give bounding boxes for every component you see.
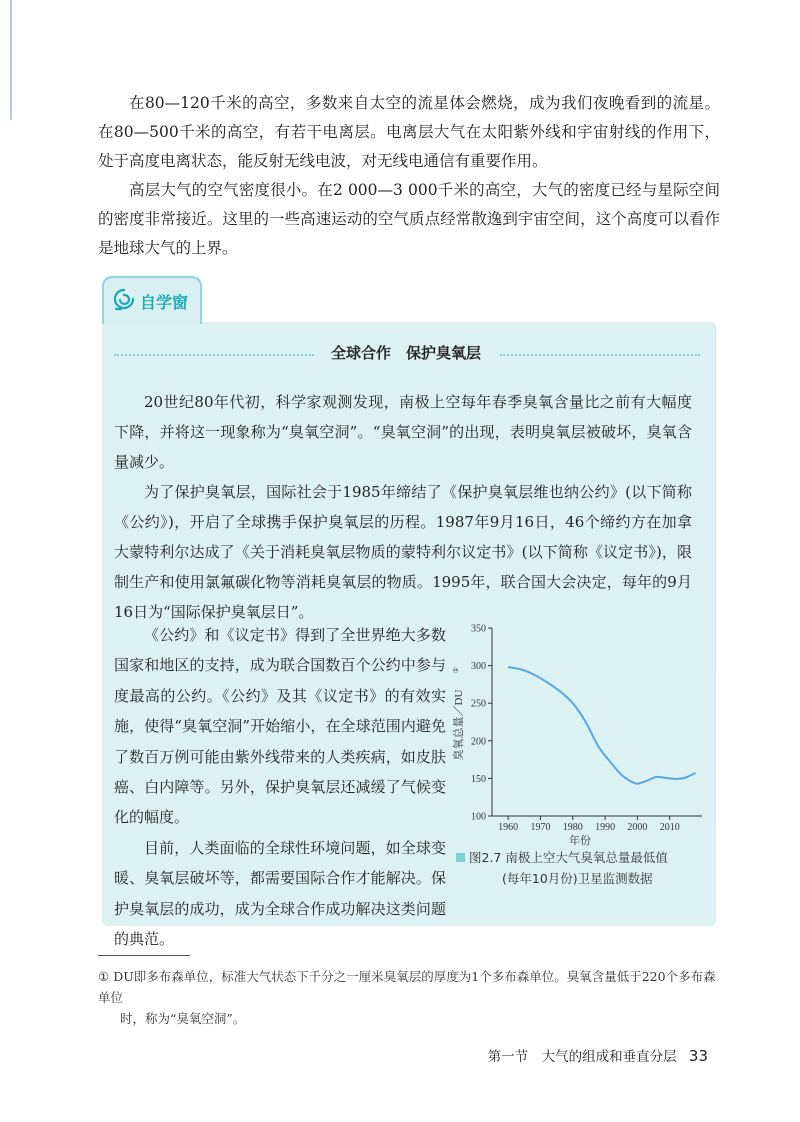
box-side-text [114, 620, 446, 954]
x-tick-label: 1990 [595, 822, 616, 833]
self-study-icon [112, 287, 136, 313]
x-tick-label: 2010 [659, 822, 680, 833]
y-axis-label-group [451, 667, 465, 761]
x-tick-label: 1970 [530, 822, 551, 833]
chart-ticks [471, 624, 680, 834]
figure-caption [456, 847, 706, 889]
box-text [114, 387, 692, 627]
y-tick-label: 200 [471, 736, 486, 748]
paragraph: 在80—120千米的高空，多数来自太空的流星体会燃烧，成为我们夜晚看到的流星。在80—500千米的高空，有若干电离层。电离层大气在太阳紫外线和宇宙射线的作用下，处于高度电离状态，能反射无线电波，对无线电通信有重要作用。 [98, 94, 720, 170]
y-tick-label: 250 [471, 698, 486, 710]
caption-marker-icon [456, 853, 465, 862]
chart-series [508, 667, 695, 784]
page-footer [488, 1045, 708, 1065]
ozone-series-line [508, 667, 695, 784]
paragraph: 《公约》和《议定书》得到了全世界绝大多数国家和地区的支持，成为联合国数百个公约中参与度最高的公约。《公约》及其《议定书》的有效实施，使得“臭氧空洞”开始缩小，在全球范围内避免了数百万例可能由紫外线带来的人类疾病，如皮肤癌、白内障等。另外，保护臭氧层还减缓了气候变化的幅度。 [114, 626, 446, 827]
chart-axes [492, 628, 702, 816]
paragraph: 目前，人类面临的全球性环境问题，如全球变暖、臭氧层破坏等，都需要国际合作才能解决。保护臭氧层的成功，成为全球合作成功解决这类问题的典范。 [114, 838, 446, 949]
ozone-chart [450, 620, 710, 850]
y-axis-label: 臭氧总量／DU [453, 689, 465, 761]
box-title: 全球合作 保护臭氧层 [330, 344, 481, 362]
footnote-rule [98, 955, 190, 956]
y-tick-label: 150 [471, 773, 486, 785]
x-tick-label: 1980 [562, 822, 583, 833]
paragraph: 为了保护臭氧层，国际社会于1985年缔结了《保护臭氧层维也纳公约》(以下简称《公约》)，开启了全球携手保护臭氧层的历程。1987年9月16日，46个缔约方在加拿大蒙特利尔达成了《关于消耗臭氧层物质的蒙特利尔议定书》(以下简称《议定书》)，限制生产和使用氯氟碳化物等消耗臭氧层的物质。1995年，联合国大会决定，每年的9月16日为“国际保护臭氧层日”。 [114, 483, 692, 621]
y-tick-label: 300 [471, 661, 486, 673]
section-title: 第一节 大气的组成和垂直分层 [487, 1049, 677, 1065]
y-tick-label: 350 [471, 623, 486, 635]
footnote-mark: ① [98, 969, 110, 984]
x-tick-label: 1960 [498, 822, 519, 833]
footnote-text: DU即多布森单位，标准大气状态下千分之一厘米臭氧层的厚度为1个多布森单位。臭氧含量低于220个多布森单位 [98, 969, 716, 1005]
body-text [98, 89, 720, 263]
caption-line-2: (每年10月份)卫星监测数据 [502, 871, 653, 886]
y-tick-label: 100 [471, 811, 486, 823]
paragraph: 高层大气的空气密度很小。在2 000—3 000千米的高空，大气的密度已经与星际空间的密度非常接近。这里的一些高速运动的空气质点经常散逸到宇宙空间，这个高度可以看作是地球大气的上界。 [98, 181, 720, 257]
figure-number: 图2.7 [469, 850, 502, 865]
footnote-text-continued: 时，称为“臭氧空洞”。 [120, 1011, 246, 1026]
x-tick-label: 2000 [627, 822, 648, 833]
caption-line-1: 南极上空大气臭氧总量最低值 [505, 850, 668, 865]
y-axis-footnote-mark: ① [452, 666, 460, 674]
margin-rule [10, 0, 12, 120]
x-axis-label: 年份 [569, 835, 591, 847]
page-number: 33 [688, 1047, 708, 1065]
footnote [98, 966, 722, 1029]
paragraph: 20世纪80年代初，科学家观测发现，南极上空每年春季臭氧含量比之前有大幅度下降，并将这一现象称为“臭氧空洞”。“臭氧空洞”的出现，表明臭氧层被破坏，臭氧含量减少。 [114, 393, 692, 471]
self-study-label: 自学窗 [140, 293, 189, 312]
self-study-tab [102, 276, 202, 324]
